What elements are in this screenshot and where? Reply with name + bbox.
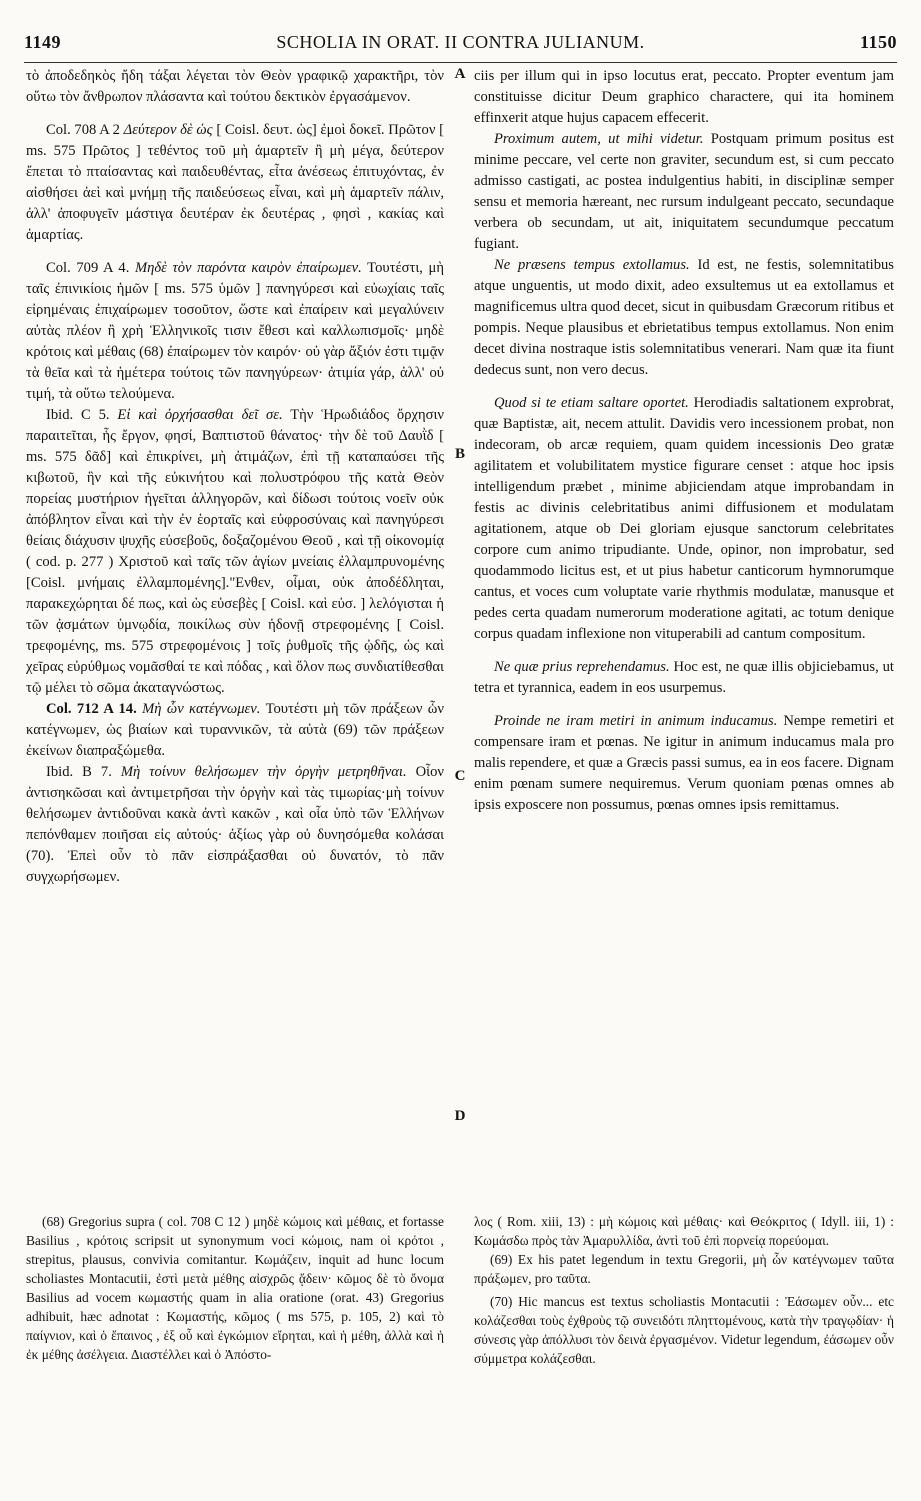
- greek-paragraph: Ibid. C 5. Εἰ καὶ ὀρχήσασθαι δεῖ σε. Τὴν Ἡρωδιάδος ὄρχησιν παραιτεῖται, ἧς ἔργον, φησί, Βαπτιστοῦ θάνατος· τὴν δὲ τοῦ Δαυῒδ [ ms. 575 δᾶδ] καὶ ἐπικρίνει, μὴ ἀτιμάζων, ἐπὶ τῇ καταπαύσει τῆς κιβωτοῦ, ἣν καὶ τῆς εὐκινήτου καὶ πολυστρόφου τῆς κατὰ Θεὸν πορείας μυστήριον ἡγεῖται ἀλληγορῶν, καὶ δίδωσι τούτοις νοεῖν οὐκ ἀπόβλητον εἶναι καὶ τὴν ἐν ἑορταῖς καὶ εὐφροσύναις καὶ πανηγύρεσι θείαις διάχυσιν ψυχῆς εὐσεβοῦς, δοξαζομένου Θεοῦ , καὶ τῇ οἰκονομίᾳ ( cod. p. 277 ) Χριστοῦ καὶ ταῖς τῶν ἁγίων μνείαις ἐλλαμπρυνομένης [Coisl. μνήμαις ἐλλαμπομένης]."Ενθεν, οἶμαι, οὐκ ἀποδέδληται, παρακεχώρηται δέ πως, καὶ ὡς εὐσεβὲς [ Coisl. καὶ εὐσ. ] λελόγισται ἡ τῶν ᾀσμάτων ὑμνῳδία, ποικίλως σὺν ἡδονῇ στρεφομένης [ Coisl. τρεφομένης, ms. 575 στρεφομένοις ] τοῖς ῥυθμοῖς τῆς ᾠδῆς, ὡς καὶ χεῖρας εὐρύθμως νομᾶσθαί τε καὶ πόδας , καὶ ὅλον πως συνδιατίθεσθαι τῷ μέλει τὸ σῶμα ἀκαταγνώστως.: [26, 407, 444, 696]
- header-rule: [24, 62, 897, 63]
- margin-marker-b: B: [454, 446, 465, 462]
- greek-paragraph: Col. 708 A 2 Δεύτερον δὲ ὡς [ Coisl. δευτ. ὡς] ἐμοὶ δοκεῖ. Πρῶτον [ ms. 575 Πρῶτος ] τεθέντος τοῦ μὴ ἁμαρτεῖν ἢ μὴ μέγα, δεύτερον ἔπεται τὸ πταίσαντας καὶ παιδευθέντας, εἶτα ἀνέσεως ἐπιτυχόντας, ἐν αἰσθήσει ἀεὶ καὶ μνήμῃ τῆς παιδεύσεως εἶναι, καὶ μὴ ἁμαρτεῖν πάλιν, ἀλλ' ἀποφυγεῖν μάστιγα δευτέραν ἐκ δευτέρας , φησὶ , κακίας καὶ ἁμαρτίας.: [26, 122, 444, 243]
- margin-marker-d: D: [454, 1108, 466, 1124]
- footnote: (70) Hic mancus est textus scholiastis Montacutii : Ἐάσωμεν οὖν... etc κολάζεσθαι τοὺς ἐχθροὺς τῷ συνειδότι πληττομένους, κατὰ τὴν τραγῳδίαν· ἡ σύνεσις γὰρ ἀπόλλυσι τὸν δεινὰ ἐργασμένον. Videtur legendum, ἐάσωμεν οὖν σύμμετρα κολάζεσθαι.: [474, 1294, 894, 1366]
- footnotes-right: [474, 1212, 894, 1368]
- latin-paragraph: Ne præsens tempus extollamus. Id est, ne festis, solemnitatibus atque unguentis, ut modo dixit, adeo exsultemus ut ea extollamus et magnificemus ultra quod decet, sicut in quibusdam Græcorum ritibus et pompis. Neque plausibus et ebrietatibus tempus extollamus. Non enim decet divina nostraque istis solemnitatibus venerari. Nam quæ ita fiunt dedecus sunt, non vero decus.: [474, 257, 894, 378]
- greek-column: [26, 66, 444, 888]
- greek-paragraph: Col. 709 A 4. Μηδὲ τὸν παρόντα καιρὸν ἐπαίρωμεν. Τουτέστι, μὴ ταῖς ἐπινικίοις ἡμῶν [ ms. 575 ὑμῶν ] πανηγύρεσι καὶ εὐωχίαις ταῖς εἰρημέναις ἐπιχαίρωμεν τοσοῦτον, ὥστε καὶ ἐπαίρειν καὶ μεγαλύνειν αὐτὰς πλέον ἢ χρὴ Ἑλληνικοῖς τισιν ἔθεσι καὶ καλλωπισμοῖς· μηδὲ κρότοις καὶ μέθαις (68) ἐπαίρωμεν τὸν καιρόν· οὐ γὰρ ἄξιόν ἐστι τιμᾷν τὰ θεῖα καὶ τὰ ἡμέτερα τούτοις τῶν πανηγύρεων· ἀτιμία γάρ, ἀλλ' οὐ τιμή, τὰ οὕτω τελούμενα.: [26, 260, 444, 402]
- latin-paragraph: ciis per illum qui in ipso locutus erat, peccato. Propter eventum jam constituisse dicitur Deum graphico charactere, qui ita hominem effinxerit atque hujus capacem effecerit.: [474, 68, 894, 126]
- latin-paragraph: Proximum autem, ut mihi videtur. Postquam primum positus est minime peccare, vel certe non graviter, secundum est, si cum peccato admisso castigati, ac postea indulgentius habiti, in disciplinæ semper sensu et memoria hæreant, nec rursum indulgeant peccato, secundaque verbera ob secundam, ut ait, iniquitatem secundumque peccatum fugiant.: [474, 131, 895, 252]
- greek-paragraph: τὸ ἀποδεδηκὸς ἤδη τάξαι λέγεται τὸν Θεὸν γραφικῷ χαρακτῆρι, τὸν οὕτω τὸν ἄνθρωπον πλάσαντα καὶ τούτου δεκτικὸν ἐργασάμενον.: [26, 68, 444, 105]
- latin-paragraph: Proinde ne iram metiri in animum inducamus. Nempe remetiri et compensare iram et pœnas. Ne igitur in animum inducamus mala pro malis rependere, et quæ a Græcis passi sumus, ea in eos facere. Dignam enim pœnam sumere nequiremus. Verum quoniam pœnas omnes ab ipsis exposcere non possumus, pœnas omnes ipsis remittamus.: [474, 713, 894, 813]
- footnotes-left: [26, 1212, 444, 1364]
- running-header: [24, 32, 897, 58]
- latin-paragraph: Quod si te etiam saltare oportet. Herodiadis saltationem exprobrat, quæ Baptistæ, ait, necem attulit. Davidis vero incessionem probat, non indecoram, ob arcæ requiem, quam quidem incessionis Deo gratæ agilitatem et volubilitatem mystice figurare censet : atque hoc ipsis intelligendum præbet , minime abjiciendam atque improbandam in festis ac divinis celebritatibus animi diffusionem et modulatam agitationem, atque ob Dei gloriam ejusque sanctorum celebritates corpore cum animo tripudiante. Unde, opinor, non improbatur, sed quodammodo licitus est, et ut pius habetur canticorum hymnorumque cantus, et voces cum voluptate varie rhythmis modulatæ, manusque et pedes certa quadam numerorum moderatione agitati, ac totum denique corpus quadam inflexione non vituperabili ad cantum compositum.: [474, 395, 894, 642]
- latin-paragraph: Ne quæ prius reprehendamus. Hoc est, ne quæ illis objiciebamus, ut tetra et tyrannica, eadem in eos usurpemus.: [474, 659, 894, 696]
- greek-paragraph: Col. 712 A 14. Μὴ ὧν κατέγνωμεν. Τουτέστι μὴ τῶν πράξεων ὧν κατέγνωμεν, ὡς βιαίων καὶ τυραννικῶν, τὰ αὐτὰ (69) τῶν πράξεων ἐκείνων διαπραξώμεθα.: [26, 701, 445, 759]
- latin-column: [474, 66, 894, 816]
- page-number-left: 1149: [24, 32, 62, 52]
- margin-marker-c: C: [454, 768, 466, 784]
- running-title: SCHOLIA IN ORAT. II CONTRA JULIANUM.: [276, 32, 645, 52]
- footnote: (69) Ex his patet legendum in textu Gregorii, μὴ ὧν κατέγνωμεν ταῦτα πράξωμεν, pro ταῦτα.: [474, 1252, 894, 1286]
- greek-paragraph: Ibid. B 7. Μὴ τοίνυν θελήσωμεν τὴν ὀργὴν μετρηθῆναι. Οἷον ἀντισηκῶσαι καὶ ἀντιμετρῆσαι τὴν ὀργὴν καὶ τὰς τιμωρίας·μὴ τοίνυν θελήσωμεν ἀντιδοῦναι κακὰ ἀντὶ κακῶν , καὶ οἷα ὑπὸ τῶν Ἑλλήνων πεπόνθαμεν ποιῆσαι εἰς αὐτούς· ἀξίως γὰρ οὐ δυνησόμεθα κολάσαι (70). Ἐπεὶ οὖν τὸ πᾶν εἰσπράξασθαι οὐ δυνατόν, τὸ πᾶν συγχωρήσωμεν.: [26, 764, 444, 885]
- page-number-right: 1150: [859, 32, 897, 52]
- footnote: (68) Gregorius supra ( col. 708 C 12 ) μηδὲ κώμοις καὶ μέθαις, et fortasse Basilius , κρότοις scripsit ut synonymum voci κώμοις, nam οἱ κρότοι , strepitus, plausus, convivia comitantur. Κωμάζειν, inquit ad hunc locum scholiastes Montacutii, ἐστὶ μετὰ μέθης αἰσχρῶς ᾄδειν· κῶμος δὲ τὸ ὄνομα Basilius ad vocem κωμαστής quam in alia oratione (orat. 43) Gregorius adhibuit, hæc adnotat : Κωμαστής, κῶμος ( ms 575, p. 105, 2) καὶ τὸ παίγνιον, καὶ ὁ ἔπαινος , ἐξ οὗ καὶ ἐγκώμιον εἴρηται, καὶ ἡ μέθη, ἀλλὰ καὶ ἡ ἐκ μέθης ἀσέλγεια. Διαστέλλει καὶ ὁ Ἀπόστο-: [26, 1214, 444, 1362]
- margin-marker-a: A: [454, 66, 466, 82]
- footnote: λος ( Rom. xiii, 13) : μὴ κώμοις καὶ μέθαις· καὶ Θεόκριτος ( Idyll. iii, 1) : Κωμάσδω πρὸς τὰν Ἀμαρυλλίδα, ἀντὶ τοῦ ἐπὶ πορνείᾳ πορεύομαι.: [474, 1214, 894, 1248]
